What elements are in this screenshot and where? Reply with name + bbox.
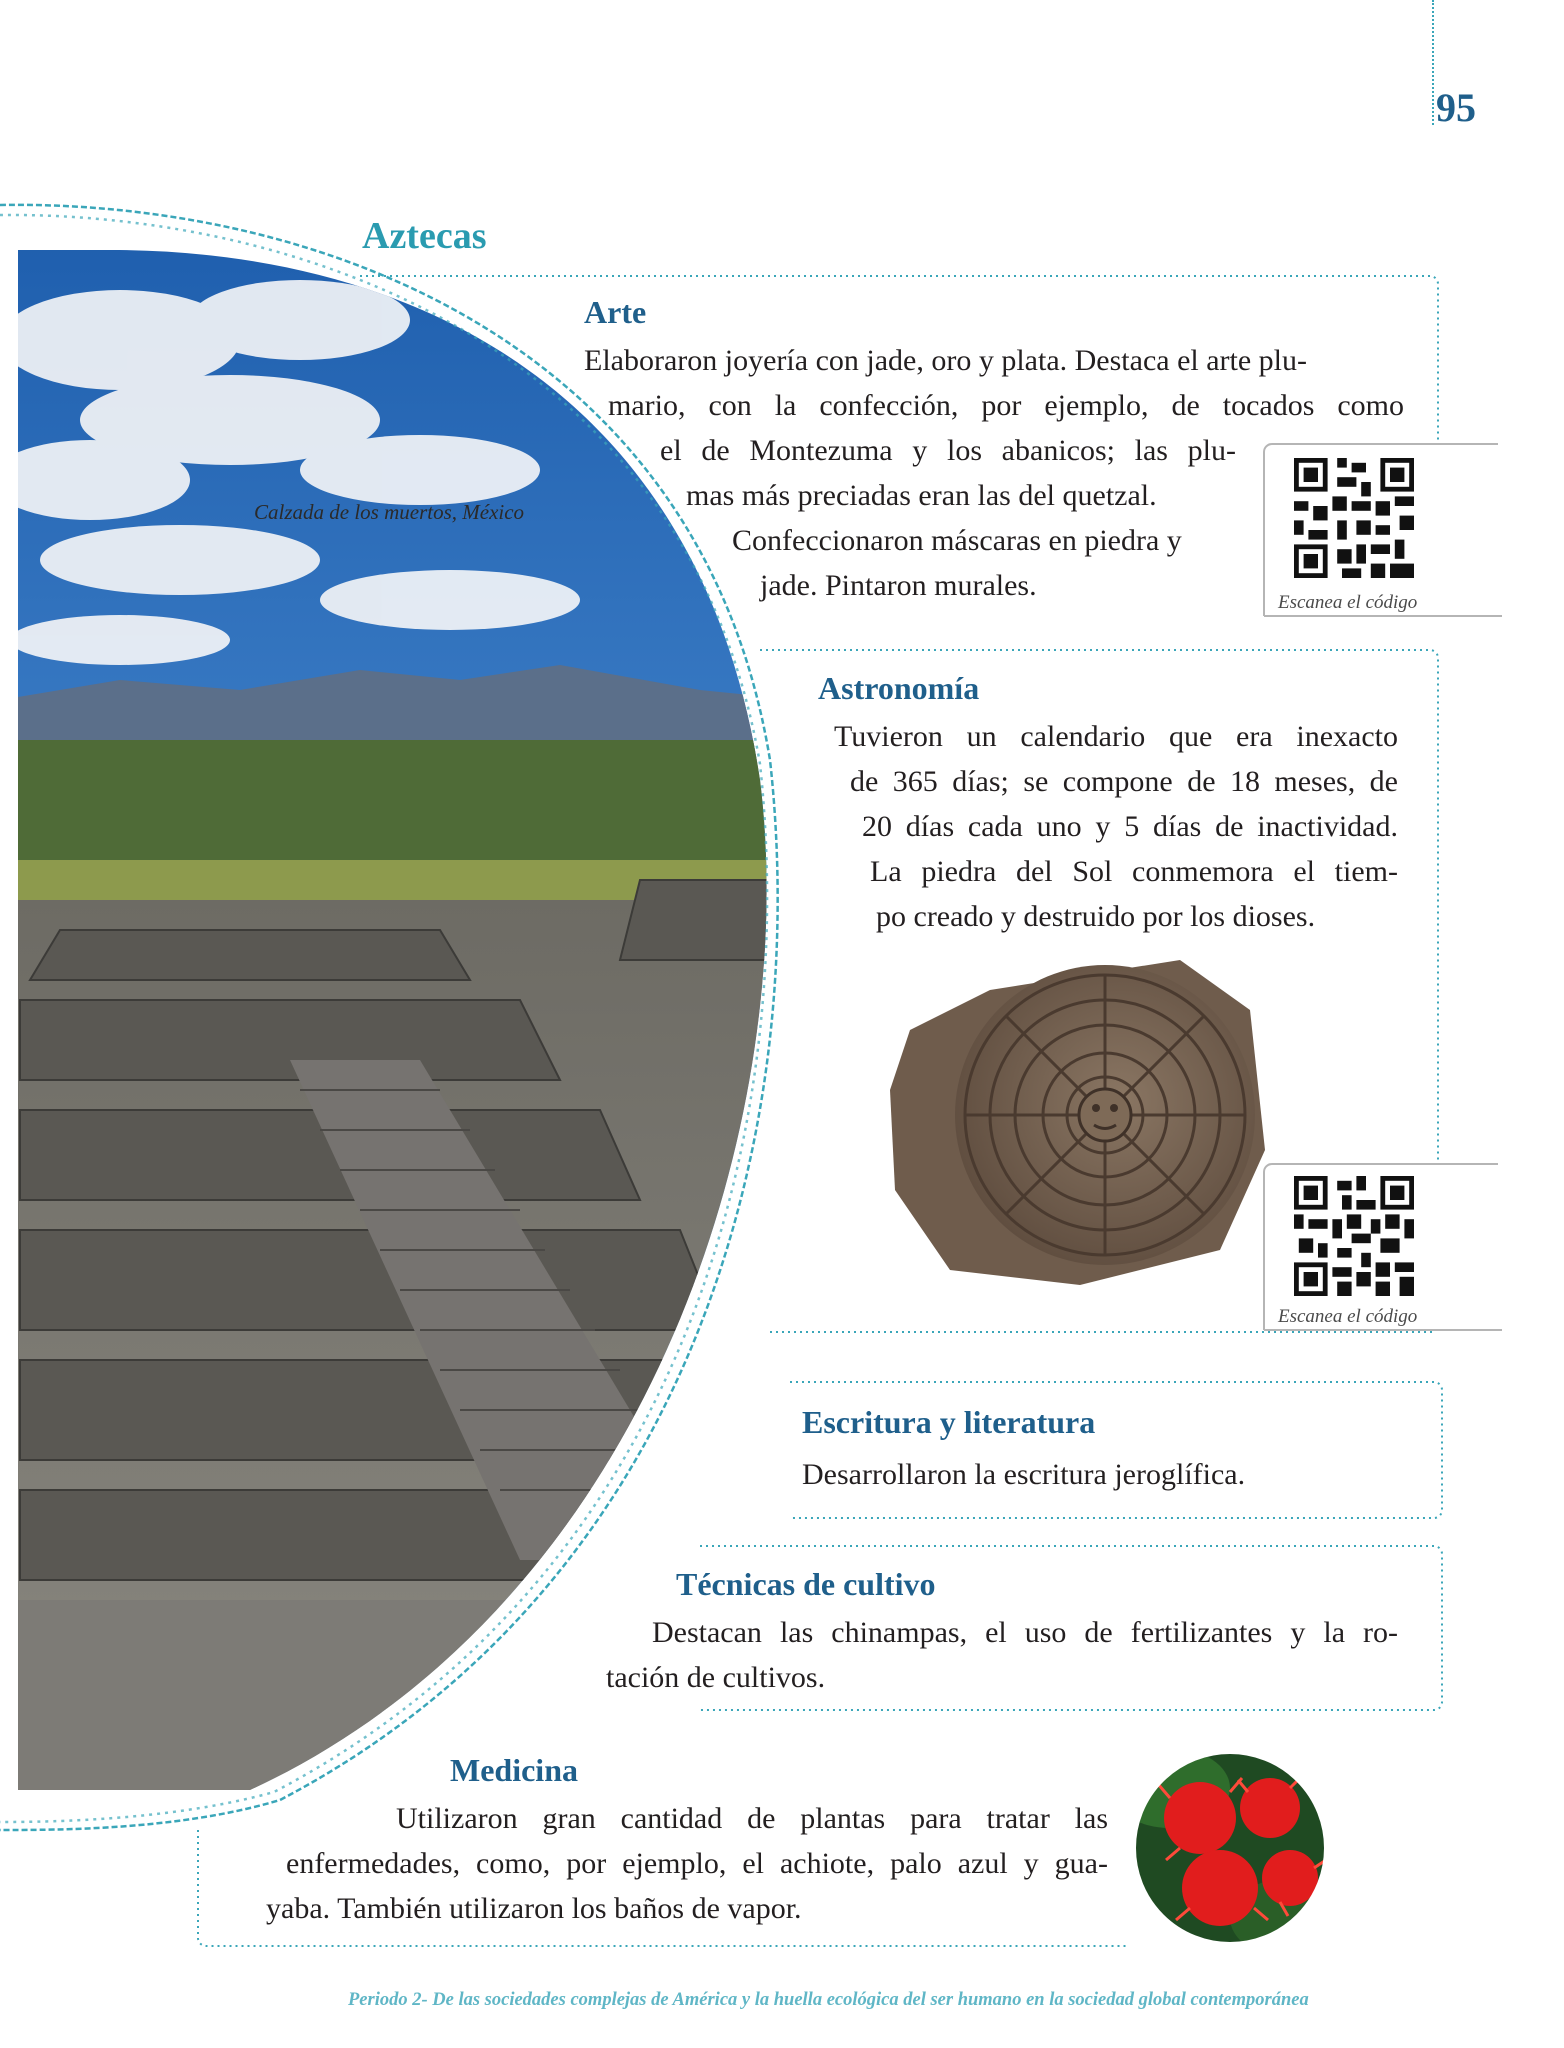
text-line: 20 días cada uno y 5 días de inactividad.	[862, 810, 1398, 843]
astronomia-text-5	[876, 894, 1315, 939]
astronomia-text-2	[850, 759, 1398, 804]
qr-code-icon[interactable]	[1294, 458, 1414, 578]
arte-text-5	[732, 518, 1182, 563]
text-line: Desarrollaron la escritura jeroglífica.	[802, 1458, 1246, 1491]
achiote-image	[1130, 1748, 1330, 1948]
page-footer: Periodo 2- De las sociedades complejas de América y la huella ecológica del ser humano en la sociedad global contemporánea	[348, 1990, 1309, 2010]
text-line: La piedra del Sol conmemora el tiem-	[870, 855, 1398, 888]
qr-code-icon[interactable]	[1294, 1176, 1414, 1296]
text-line: Confeccionaron máscaras en piedra y	[732, 524, 1182, 557]
text-line: tación de cultivos.	[606, 1661, 826, 1694]
text-line: mas más preciadas eran las del quetzal.	[686, 479, 1157, 512]
text-line: Destacan las chinampas, el uso de fertilizantes y la ro-	[652, 1616, 1398, 1649]
astronomia-text-3	[862, 804, 1398, 849]
photo-caption: Calzada de los muertos, México	[254, 500, 525, 524]
page-number: 95	[1436, 85, 1476, 130]
arte-text	[584, 338, 1404, 383]
medicina-text	[396, 1796, 1108, 1841]
medicina-text-3	[266, 1886, 802, 1931]
section-title-arte: Arte	[584, 294, 647, 330]
section-title-cultivo: Técnicas de cultivo	[676, 1566, 936, 1602]
arte-text-3	[660, 428, 1236, 473]
medicina-text-2	[286, 1841, 1108, 1886]
section-title-astronomia: Astronomía	[818, 670, 980, 706]
section-title-medicina: Medicina	[450, 1752, 578, 1788]
text-line: enfermedades, como, por ejemplo, el achiote, palo azul y gua-	[286, 1847, 1108, 1880]
cultivo-text	[652, 1610, 1398, 1655]
arte-text-2	[608, 383, 1404, 428]
qr-caption-2: Escanea el código	[1278, 1306, 1418, 1327]
text-line: jade. Pintaron murales.	[760, 569, 1037, 602]
text-line: po creado y destruido por los dioses.	[876, 900, 1316, 933]
text-line: el de Montezuma y los abanicos; las plu-	[660, 434, 1236, 467]
text-line: Elaboraron joyería con jade, oro y plata. Destaca el arte plu-	[584, 344, 1308, 377]
arte-text-6	[760, 563, 1037, 608]
text-line: Utilizaron gran cantidad de plantas para tratar las	[396, 1802, 1108, 1835]
sun-stone-image	[880, 950, 1270, 1290]
astronomia-text-4	[870, 849, 1398, 894]
astronomia-text	[834, 714, 1398, 759]
text-line: de 365 días; se compone de 18 meses, de	[850, 765, 1398, 798]
arte-text-4	[686, 473, 1157, 518]
page-title: Aztecas	[362, 215, 487, 257]
text-line: Tuvieron un calendario que era inexacto	[834, 720, 1398, 753]
section-title-escritura: Escritura y literatura	[802, 1404, 1096, 1440]
cultivo-text-2	[606, 1655, 825, 1700]
text-line: yaba. También utilizaron los baños de vapor.	[266, 1892, 802, 1925]
text-line: mario, con la confección, por ejemplo, de tocados como	[608, 389, 1404, 422]
qr-caption-1: Escanea el código	[1278, 592, 1418, 613]
escritura-text	[802, 1452, 1245, 1497]
